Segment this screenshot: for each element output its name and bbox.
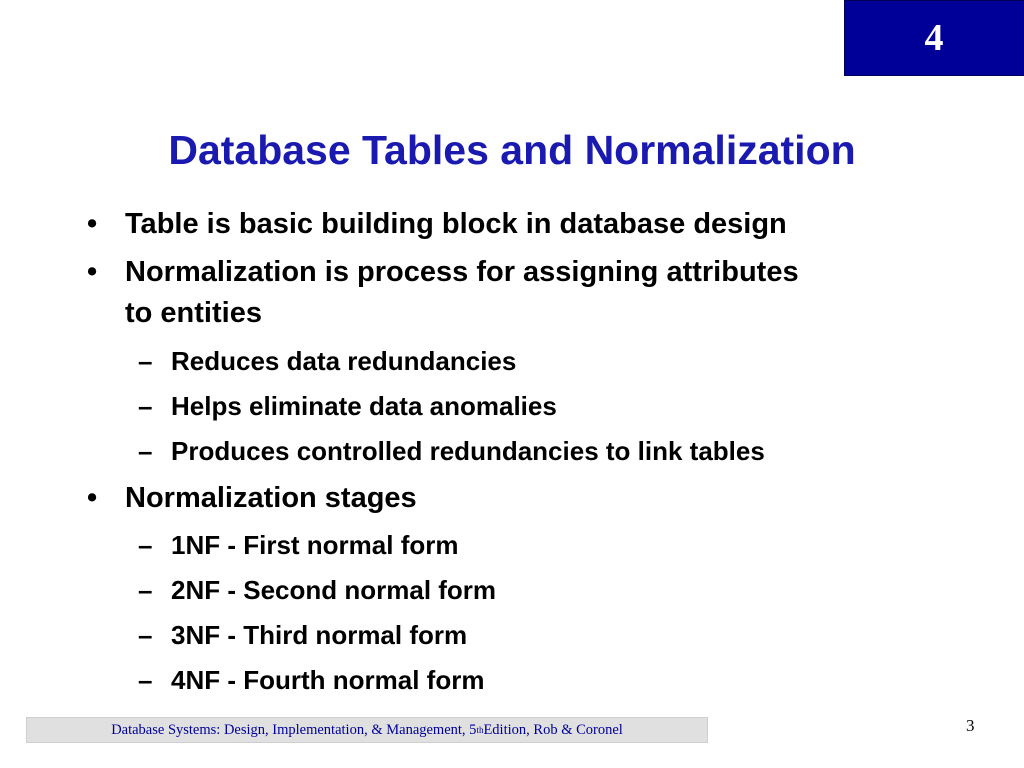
- sub-bullet-marker: –: [138, 665, 153, 695]
- sub-bullet-marker: –: [138, 436, 153, 466]
- bullet-text: Normalization stages: [125, 482, 417, 514]
- sub-bullet-item: [138, 522, 459, 568]
- sub-bullet-marker: –: [138, 575, 153, 605]
- bullet-marker: •: [87, 482, 98, 514]
- sub-bullet-marker: –: [138, 346, 153, 376]
- sub-bullet-item: [138, 657, 485, 703]
- sub-bullet-text: Produces controlled redundancies to link tables: [171, 436, 765, 466]
- bullet-marker: •: [87, 208, 98, 240]
- sub-bullet-text: 3NF - Third normal form: [171, 620, 468, 650]
- sub-bullet-marker: –: [138, 620, 153, 650]
- footer-citation-bar: [26, 717, 708, 743]
- sub-bullet-marker: –: [138, 391, 153, 421]
- bullet-text-continuation: [125, 290, 262, 336]
- bullet-marker: •: [87, 256, 98, 288]
- sub-bullet-item: [138, 567, 497, 613]
- sub-bullet-text: Reduces data redundancies: [171, 346, 517, 376]
- slide-title: Database Tables and Normalization: [168, 127, 856, 173]
- sub-bullet-text: 4NF - Fourth normal form: [171, 665, 485, 695]
- bullet-text: Table is basic building block in database design: [125, 208, 787, 240]
- sub-bullet-text: 2NF - Second normal form: [171, 575, 497, 605]
- sub-bullet-item: [138, 428, 765, 474]
- sub-bullet-text: Helps eliminate data anomalies: [171, 391, 557, 421]
- page-number: 3: [966, 716, 975, 735]
- chapter-number-box: [844, 0, 1024, 76]
- bullet-item: [87, 249, 799, 295]
- footer-text-after: Edition, Rob & Coronel: [483, 721, 623, 738]
- footer-text-before: Database Systems: Design, Implementation, & Management, 5: [111, 721, 477, 738]
- bullet-text: to entities: [125, 297, 262, 329]
- sub-bullet-text: 1NF - First normal form: [171, 530, 459, 560]
- sub-bullet-item: [138, 338, 517, 384]
- footer-superscript: th: [476, 725, 484, 735]
- sub-bullet-item: [138, 383, 557, 429]
- bullet-item: [87, 201, 787, 247]
- sub-bullet-item: [138, 612, 468, 658]
- bullet-item: [87, 475, 417, 521]
- bullet-text: Normalization is process for assigning attributes: [125, 256, 799, 288]
- chapter-number: 4: [924, 17, 944, 59]
- sub-bullet-marker: –: [138, 530, 153, 560]
